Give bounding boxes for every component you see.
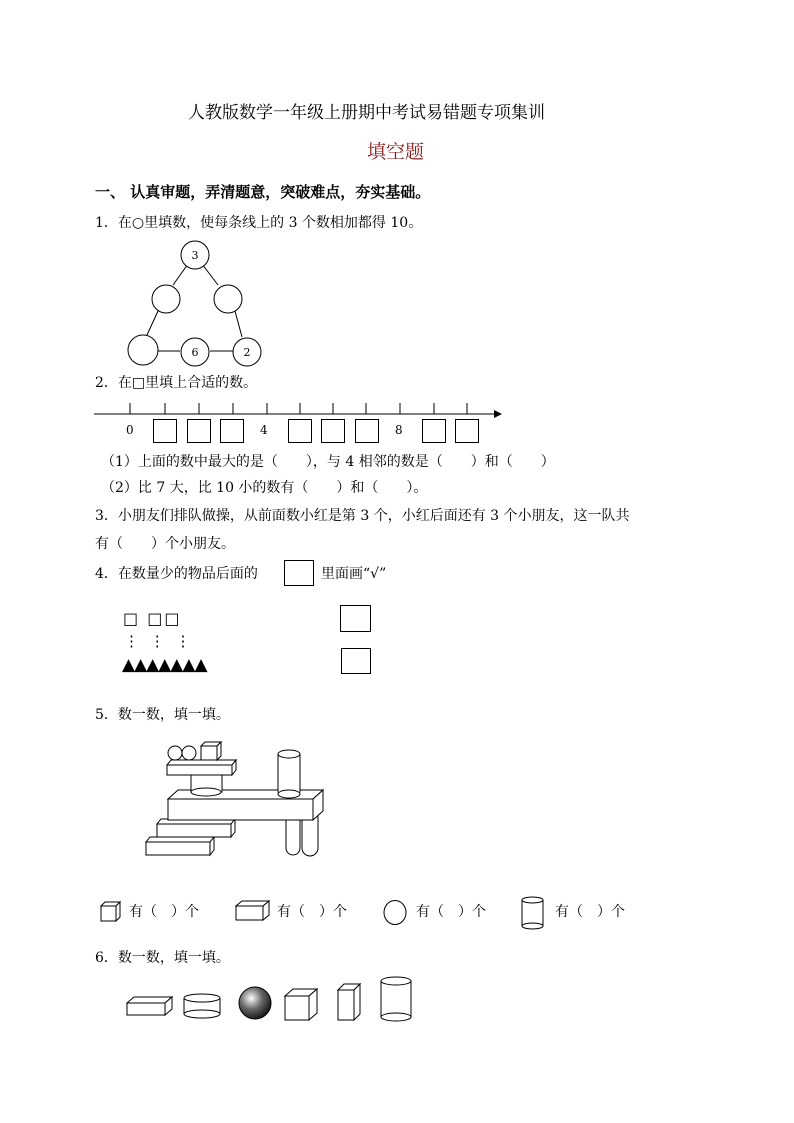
circle-bottom-left [128, 335, 158, 365]
sphere-icon [382, 899, 408, 926]
check-box-squares[interactable] [340, 605, 371, 632]
answer-box-3[interactable] [220, 419, 244, 443]
number-line [94, 400, 504, 420]
question-3-line-2: 有（ ）个小朋友。 [95, 536, 235, 552]
question-1-text: 1．在○里填数，使每条线上的 3 个数相加都得 10。 [95, 215, 423, 231]
block-stack-figure [140, 738, 335, 863]
squares-row: □ □□ [123, 609, 182, 628]
sphere-count-label: 有（ ）个 [416, 904, 486, 920]
short-cylinder-icon [184, 994, 220, 1002]
question-4-text-after: 里面画“√” [321, 566, 387, 582]
solid-shapes-row [124, 975, 424, 1025]
circle-right-mid [214, 285, 242, 313]
answer-box-6[interactable] [321, 419, 345, 443]
triangle-circle-diagram [120, 238, 270, 368]
dots-row: ⋮ ⋮ ⋮ [124, 632, 194, 650]
answer-box-9[interactable] [422, 419, 446, 443]
triangles-row: ▲▲▲▲▲▲▲ [122, 655, 207, 675]
cuboid-count-label: 有（ ）个 [277, 904, 347, 920]
answer-box-1[interactable] [153, 419, 177, 443]
circle-bottom-right-label: 2 [243, 346, 251, 359]
circle-left-mid [152, 285, 180, 313]
cylinder-icon [519, 896, 547, 930]
cylinder-count-label: 有（ ）个 [555, 904, 625, 920]
tick-label-8: 8 [395, 423, 403, 437]
tick-label-4: 4 [260, 423, 268, 437]
question-6-text: 6．数一数，填一填。 [95, 950, 230, 966]
check-box-triangles[interactable] [341, 648, 371, 674]
circle-top-label: 3 [191, 249, 199, 262]
question-2-part-1: （1）上面的数中最大的是（ ），与 4 相邻的数是（ ）和（ ） [101, 454, 555, 470]
cuboid-icon [235, 900, 271, 922]
tall-cylinder-icon [381, 977, 411, 985]
question-5-text: 5．数一数，填一填。 [95, 707, 230, 723]
shaded-sphere-icon [239, 987, 271, 1019]
answer-box-7[interactable] [355, 419, 379, 443]
answer-box-5[interactable] [288, 419, 312, 443]
question-3-line-1: 3．小朋友们排队做操，从前面数小红是第 3 个，小红后面还有 3 个小朋友，这一队共 [95, 508, 630, 524]
page-title: 人教版数学一年级上册期中考试易错题专项集训 [188, 103, 545, 123]
tick-label-0: 0 [126, 423, 134, 437]
cube-icon [100, 900, 122, 922]
question-2-part-2: （2）比 7 大，比 10 小的数有（ ）和（ ）。 [101, 480, 428, 496]
section-heading: 一、 认真审题，弄清题意，突破难点，夯实基础。 [95, 183, 431, 201]
circle-bottom-middle-label: 6 [191, 346, 199, 359]
answer-box-10[interactable] [455, 419, 479, 443]
question-4-text-before: 4．在数量少的物品后面的 [95, 566, 258, 582]
cube-count-label: 有（ ）个 [129, 904, 199, 920]
inline-check-box [284, 560, 314, 586]
answer-box-2[interactable] [187, 419, 211, 443]
page-subtitle: 填空题 [367, 141, 425, 163]
flat-cuboid-icon [127, 997, 172, 1003]
question-2-text: 2．在□里填上合适的数。 [95, 375, 258, 391]
